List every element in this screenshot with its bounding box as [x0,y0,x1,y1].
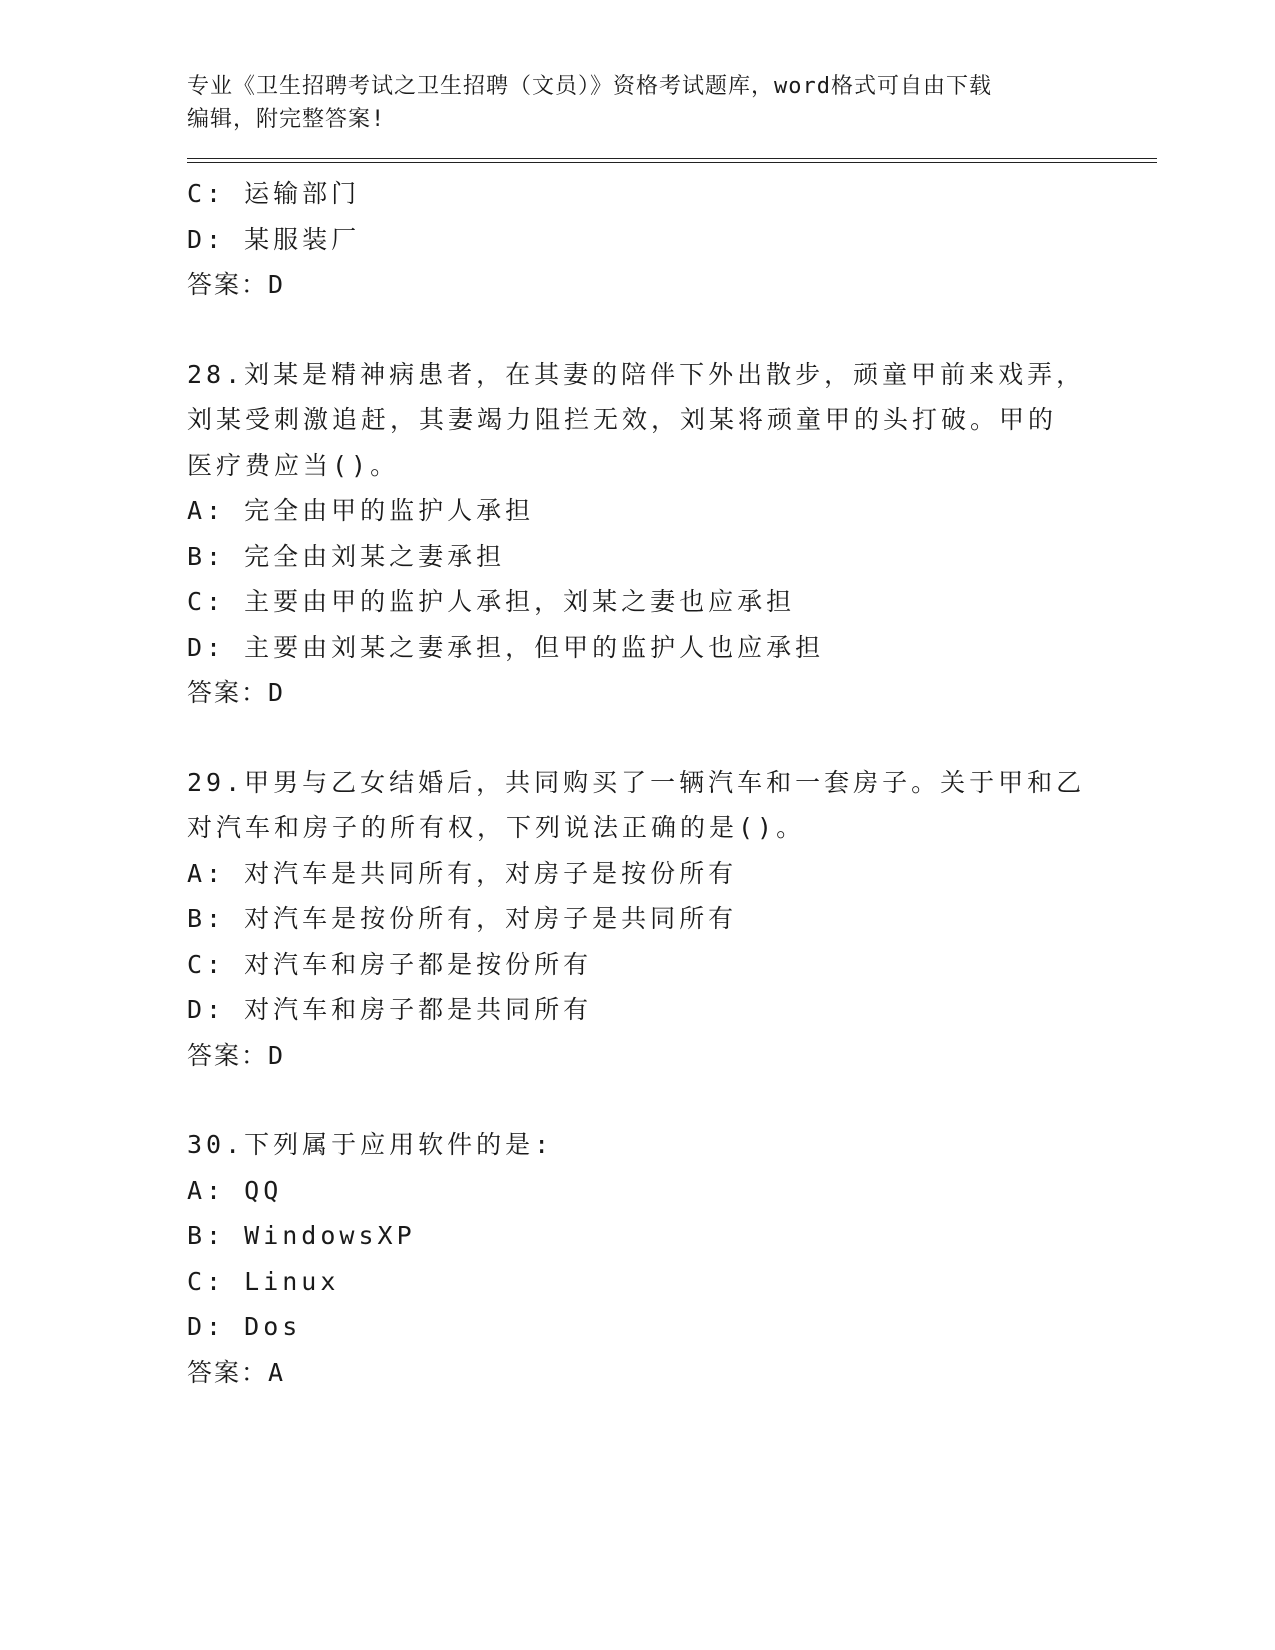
option-d: D: Dos [187,1312,302,1341]
divider-line [187,162,1157,163]
option-d: D: 某服装厂 [187,224,361,254]
option-b: B: WindowsXP [187,1221,416,1250]
option-c: C: 主要由甲的监护人承担，刘某之妻也应承担 [187,587,796,616]
answer-line: 答案：D [187,270,286,299]
option-a: A: 对汽车是共同所有，对房子是按份所有 [187,858,738,888]
question-block-prev [187,171,1157,308]
option-a: A: 完全由甲的监护人承担 [187,496,535,525]
question-text: 30.下列属于应用软件的是: [187,1130,554,1159]
question-list [187,171,1157,1395]
question-text: 29.甲男与乙女结婚后，共同购买了一辆汽车和一套房子。关于甲和乙 [187,767,1086,797]
option-c: C: 对汽车和房子都是按份所有 [187,949,593,979]
header-divider [187,158,1157,163]
header-line: 编辑，附完整答案! [187,107,386,132]
document-page [187,70,1157,1395]
option-b: B: 对汽车是按份所有，对房子是共同所有 [187,904,738,933]
question-block-30 [187,1122,1157,1395]
option-d: D: 对汽车和房子都是共同所有 [187,995,593,1024]
question-text: 医疗费应当()。 [187,450,400,480]
answer-line: 答案：D [187,678,286,707]
question-text: 28.刘某是精神病患者，在其妻的陪伴下外出散步，顽童甲前来戏弄， [187,359,1086,389]
answer-line: 答案：D [187,1040,286,1070]
question-text: 对汽车和房子的所有权，下列说法正确的是()。 [187,813,806,842]
option-d: D: 主要由刘某之妻承担，但甲的监护人也应承担 [187,632,825,662]
option-b: B: 完全由刘某之妻承担 [187,541,506,571]
divider-line [187,158,1157,159]
question-block-28 [187,352,1157,716]
question-text: 刘某受刺激追赶，其妻竭力阻拦无效，刘某将顽童甲的头打破。甲的 [187,405,1058,434]
header-line: 专业《卫生招聘考试之卫生招聘（文员）》资格考试题库，word格式可自由下载 [187,74,992,99]
option-c: C: Linux [187,1266,340,1296]
option-c: C: 运输部门 [187,179,361,208]
answer-line: 答案：A [187,1357,286,1387]
option-a: A: QQ [187,1175,283,1205]
document-header [187,70,1087,136]
question-block-29 [187,760,1157,1079]
